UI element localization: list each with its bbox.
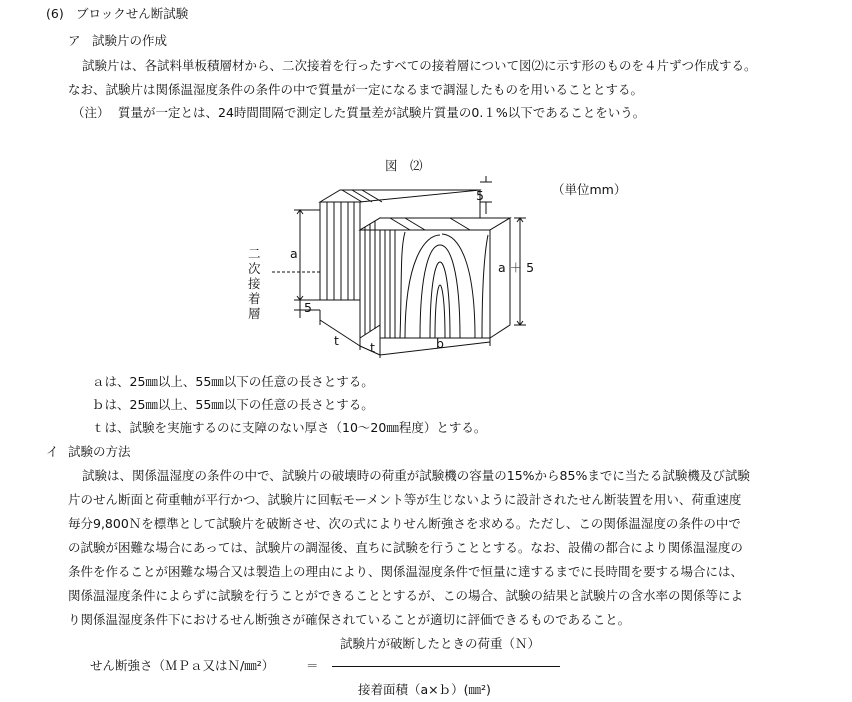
method-line-3: 毎分9,800Ｎを標準として試験片を破断させ、次の式によりせん断強さを求める。ただし、この関係温湿度の条件の中で: [68, 516, 741, 531]
method-line-7: り関係温湿度条件下におけるせん断強さが確保されていることが適切に評価できるものであること。: [68, 612, 631, 627]
method-line-1: 試験は、関係温湿度の条件の中で、試験片の破壊時の荷重が試験機の容量の15%から85%までに当たる試験機及び試験: [82, 468, 750, 483]
figure-caption: 図 ⑵: [385, 158, 423, 173]
dim-5-left-label: 5: [304, 300, 312, 315]
definition-t: ｔは、試験を実施するのに支障のない厚さ（10～20㎜程度）とする。: [92, 420, 487, 435]
front-block-right-face: [490, 218, 510, 338]
formula-denominator: 接着面積（a×ｂ）(㎜²): [358, 682, 491, 697]
note-label: （注）: [72, 105, 110, 120]
dim-t2-label: t: [370, 340, 375, 355]
formula-equals: ＝: [306, 658, 319, 673]
note-text: 質量が一定とは、24時間間隔で測定した質量差が試験片質量の0.１%以下であることをいう。: [118, 105, 646, 120]
formula-fraction-bar: [332, 666, 560, 667]
subsection-a-label: ア: [68, 33, 81, 48]
method-line-4: の試験が困難な場合にあっては、試験片の調湿後、直ちに試験を行うこととする。なお、設備の都合により関係温湿度の: [68, 540, 743, 555]
dim-a-plus-5-label: a ＋ 5: [498, 260, 535, 275]
subsection-a-para2: なお、試験片は関係温湿度条件の条件の中で質量が一定になるまで調湿したものを用いることとする。: [68, 82, 644, 97]
definition-b: ｂは、25㎜以上、55㎜以下の任意の長さとする。: [92, 397, 374, 412]
method-line-5: 条件を作ることが困難な場合又は製造上の理由により、関係温湿度条件で恒量に達するまでに長時間を要する場合には、: [68, 564, 744, 579]
dim-a-label: a: [290, 246, 298, 261]
formula-numerator: 試験片が破断したときの荷重（Ｎ）: [340, 636, 541, 651]
subsection-a-para1: 試験片は、各試料単板積層材から、二次接着を行ったすべての接着層について図⑵に示す形のものを４片ずつ作成する。: [82, 58, 757, 73]
formula-lhs: せん断強さ（ＭＰａ又はＮ/㎜²）: [90, 658, 275, 673]
figure-unit: （単位mm）: [552, 182, 627, 197]
section-number: (6): [46, 6, 64, 21]
dim-b-label: b: [436, 336, 444, 351]
method-line-6: 関係温湿度条件によらずに試験を行うことができることとするが、この場合、試験の結果と試験片の含水率の関係等によ: [68, 588, 744, 603]
section-title: ブロックせん断試験: [76, 6, 189, 21]
subsection-a-title: 試験片の作成: [92, 33, 168, 48]
method-line-2: 片のせん断面と荷重軸が平行かつ、試験片に回転モーメント等が生じないように設計されたせん断装置を用い、荷重速度: [68, 492, 742, 507]
front-block-top-face: [360, 218, 510, 230]
glue-layer-label: 二次接着層: [248, 246, 261, 321]
dim-5-top-label: 5: [476, 188, 484, 203]
dim-t1-label: t: [334, 333, 339, 348]
subsection-b-title: 試験の方法: [68, 444, 131, 459]
subsection-b-label: イ: [46, 444, 59, 459]
block-shear-specimen-diagram: [230, 150, 650, 365]
definition-a: ａは、25㎜以上、55㎜以下の任意の長さとする。: [92, 374, 374, 389]
